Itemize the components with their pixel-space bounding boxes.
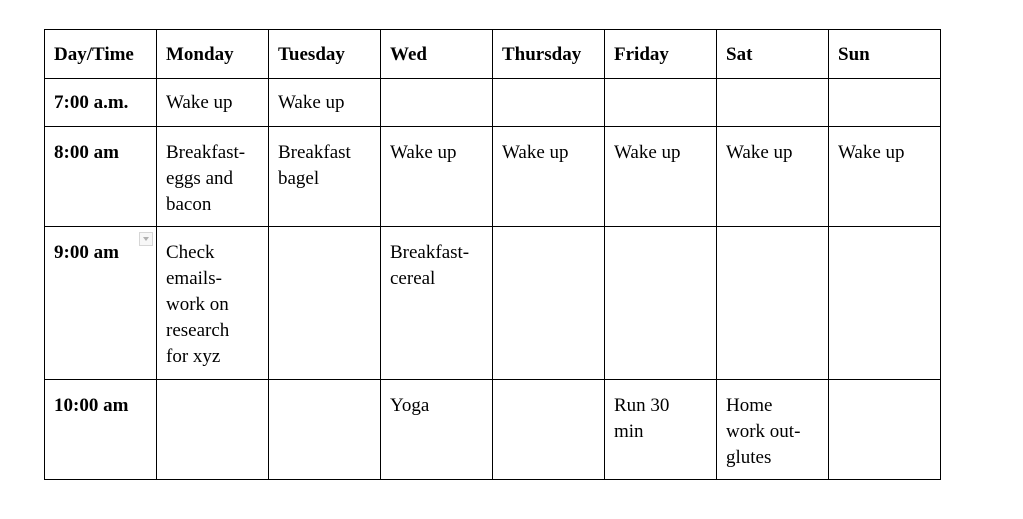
table-cell[interactable] (381, 79, 493, 127)
table-cell[interactable] (269, 127, 381, 227)
header-tuesday[interactable]: Tuesday (269, 30, 381, 79)
table-row (45, 227, 941, 380)
table-cell[interactable] (605, 380, 717, 480)
table-cell[interactable]: Wake up (717, 127, 829, 227)
table-cell[interactable] (493, 380, 605, 480)
time-label: 9:00 am (54, 242, 119, 263)
time-cell[interactable]: 8:00 am (45, 127, 157, 227)
table-cell[interactable] (829, 227, 941, 380)
time-cell[interactable] (45, 227, 157, 380)
header-friday[interactable]: Friday (605, 30, 717, 79)
table-cell[interactable] (157, 127, 269, 227)
header-sat[interactable]: Sat (717, 30, 829, 79)
table-row (45, 127, 941, 227)
time-cell[interactable]: 10:00 am (45, 380, 157, 480)
cell-text: Breakfast- eggs and bacon (166, 142, 246, 215)
table-cell[interactable] (717, 227, 829, 380)
table-cell[interactable] (157, 380, 269, 480)
table-cell[interactable] (605, 227, 717, 380)
table-cell[interactable] (381, 227, 493, 380)
header-day-time[interactable]: Day/Time (45, 30, 157, 79)
table-cell[interactable] (605, 79, 717, 127)
header-sun[interactable]: Sun (829, 30, 941, 79)
table-cell[interactable] (493, 79, 605, 127)
table-row (45, 79, 941, 127)
table-cell[interactable] (269, 227, 381, 380)
weekly-schedule-table (44, 29, 941, 480)
cell-text: Breakfast- cereal (390, 242, 470, 289)
table-cell[interactable] (829, 79, 941, 127)
cell-text: Check emails- work on research for xyz (166, 242, 230, 367)
table-cell[interactable] (717, 79, 829, 127)
table-header-row (45, 30, 941, 79)
table-cell[interactable]: Wake up (829, 127, 941, 227)
header-wed[interactable]: Wed (381, 30, 493, 79)
header-monday[interactable]: Monday (157, 30, 269, 79)
cell-text: Breakfast bagel (278, 142, 351, 189)
table-cell[interactable]: Yoga (381, 380, 493, 480)
header-thursday[interactable]: Thursday (493, 30, 605, 79)
cell-text: Home work out- glutes (726, 395, 801, 468)
table-cell[interactable]: Wake up (493, 127, 605, 227)
table-cell[interactable]: Wake up (157, 79, 269, 127)
table-cell[interactable] (269, 380, 381, 480)
table-row (45, 380, 941, 480)
table-cell[interactable]: Wake up (269, 79, 381, 127)
table-cell[interactable] (493, 227, 605, 380)
table-cell[interactable]: Wake up (605, 127, 717, 227)
table-cell[interactable] (829, 380, 941, 480)
cell-text: Run 30 min (614, 395, 670, 442)
chevron-down-icon[interactable] (139, 232, 153, 246)
table-cell[interactable] (157, 227, 269, 380)
table-cell[interactable] (717, 380, 829, 480)
table-cell[interactable]: Wake up (381, 127, 493, 227)
time-cell[interactable]: 7:00 a.m. (45, 79, 157, 127)
